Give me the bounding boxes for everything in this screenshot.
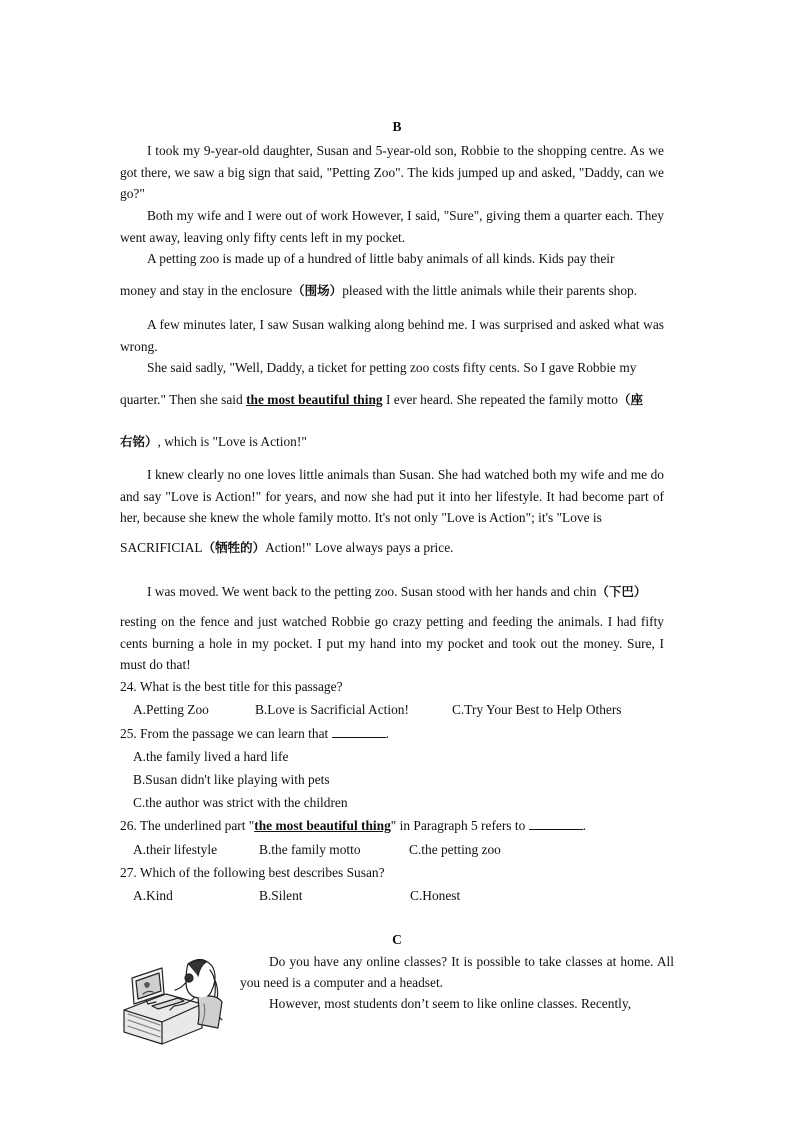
section-c-heading: C	[392, 932, 402, 947]
q25-option-a[interactable]: A.the family lived a hard life	[133, 749, 289, 764]
b-p4-text: A few minutes later, I saw Susan walking along behind me. I was surprised and asked what was wrong.	[120, 317, 664, 354]
q26-stem-a: 26. The underlined part "	[120, 818, 255, 833]
b-paragraph-7-rest	[120, 611, 664, 676]
b-p5-line1: She said sadly, "Well, Daddy, a ticket for petting zoo costs fifty cents. So I gave Robbie my	[147, 360, 637, 375]
q26-option-b[interactable]: B.the family motto	[259, 842, 361, 857]
b-p3-gloss: （围场）	[292, 283, 343, 298]
b-p6-text: I knew clearly no one loves little animals than Susan. She had watched both my wife and me do and say "Love is Action!" for years, and now she had put it into her lifestyle. It had become part of her, because she knew the whole family motto. It's not only "Love is Action"; it's "Love is	[120, 467, 664, 525]
q25-stem: 25. From the passage we can learn that	[120, 726, 329, 741]
q25-option-b[interactable]: B.Susan didn't like playing with pets	[133, 772, 330, 787]
b-p7-gloss: （下巴）	[596, 584, 647, 599]
b-p6-gloss: （牺牲的）	[202, 540, 266, 555]
q26-underlined-phrase: the most beautiful thing	[254, 818, 391, 833]
section-b-heading: B	[392, 119, 402, 134]
b-p3-line2a: money and stay in the enclosure	[120, 283, 293, 298]
b-paragraph-2	[120, 205, 664, 248]
b-p7-line1: I was moved. We went back to the petting zoo. Susan stood with her hands and chin	[147, 584, 597, 599]
c-paragraph-1	[240, 951, 674, 993]
c-p1-text: Do you have any online classes? It is possible to take classes at home. All you need is a computer and a headset.	[240, 954, 674, 990]
q25-answer-blank[interactable]	[332, 725, 386, 738]
b-p5-gloss-part1: （座	[618, 392, 644, 407]
b-p2-text: Both my wife and I were out of work However, I said, "Sure", giving them a quarter each. They went away, leaving only fifty cents left in my pocket.	[120, 208, 664, 245]
b-p7-rest-text: resting on the fence and just watched Robbie go crazy petting and feeding the animals. I had fifty cents burning a hole in my pocket. I put my hand into my pocket and took out the money. Sure, I must do that!	[120, 614, 664, 672]
b-paragraph-7-line-1	[120, 582, 680, 602]
b-paragraph-5-line-3	[120, 432, 680, 452]
b-p3-line1-text: A petting zoo is made up of a hundred of little baby animals of all kinds. Kids pay their	[147, 251, 615, 266]
b-paragraph-5-line-2	[120, 390, 680, 410]
b-p6-line2b: Action!" Love always pays a price.	[265, 540, 454, 555]
b-p3-line2b: pleased with the little animals while their parents shop.	[342, 283, 638, 298]
q27-option-c[interactable]: C.Honest	[410, 888, 461, 903]
q27-option-b[interactable]: B.Silent	[259, 888, 303, 903]
question-24: 24. What is the best title for this passage?	[120, 679, 343, 694]
b-p5-line2a: quarter." Then she said	[120, 392, 243, 407]
b-paragraph-3-line-2	[120, 281, 680, 301]
b-paragraph-6	[120, 464, 664, 529]
b-paragraph-6-line-last	[120, 538, 680, 558]
b-paragraph-4	[120, 314, 664, 357]
q24-option-a[interactable]: A.Petting Zoo	[133, 702, 209, 717]
q25-option-c[interactable]: C.the author was strict with the children	[133, 795, 348, 810]
q26-option-a[interactable]: A.their lifestyle	[133, 842, 218, 857]
q26-option-c[interactable]: C.the petting zoo	[409, 842, 501, 857]
q26-answer-blank[interactable]	[529, 817, 583, 830]
question-26	[120, 816, 586, 836]
q26-stem-b: " in Paragraph 5 refers to	[390, 818, 526, 833]
q26-stem-end: .	[582, 818, 587, 833]
q27-option-a[interactable]: A.Kind	[133, 888, 173, 903]
q25-stem-end: .	[385, 726, 389, 741]
b-paragraph-3-line-1	[120, 249, 680, 269]
question-25	[120, 724, 389, 744]
b-p5-line3: , which is "Love is Action!"	[157, 434, 307, 449]
b-p5-gloss-part2: 右铭）	[120, 434, 158, 449]
student-at-computer-illustration-icon	[118, 948, 230, 1048]
q24-option-b[interactable]: B.Love is Sacrificial Action!	[255, 702, 409, 717]
b-paragraph-1	[120, 140, 664, 205]
question-27: 27. Which of the following best describes Susan?	[120, 865, 385, 880]
b-p5-line2b: I ever heard. She repeated the family motto	[385, 392, 618, 407]
q24-option-c[interactable]: C.Try Your Best to Help Others	[452, 702, 622, 717]
c-p2-text: However, most students don’t seem to like online classes. Recently,	[269, 996, 632, 1011]
b-p5-underlined-phrase: the most beautiful thing	[246, 392, 383, 407]
b-p1-text: I took my 9-year-old daughter, Susan and 5-year-old son, Robbie to the shopping centre. As we got there, we saw a big sign that said, "Petting Zoo". The kids jumped up and asked, "Daddy, can we go?"	[120, 143, 664, 201]
c-paragraph-2	[240, 993, 674, 1014]
b-paragraph-5-line-1	[120, 358, 680, 378]
b-p6-line2a: SACRIFICIAL	[120, 540, 203, 555]
